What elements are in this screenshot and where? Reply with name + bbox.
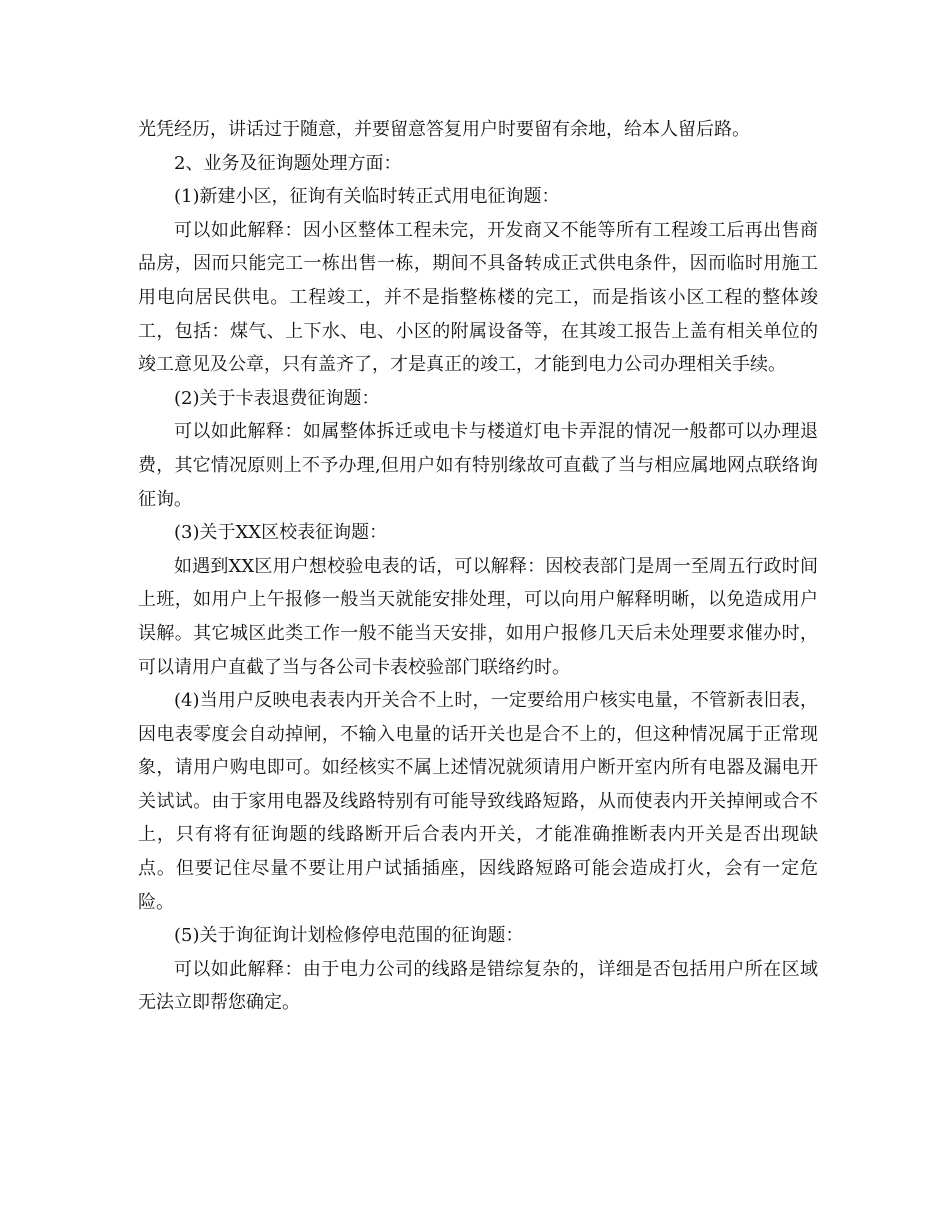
- item-heading-2: (2)关于卡表退费征询题：: [174, 387, 380, 409]
- item-4: (4)当用户反映电表表内开关合不上时，一定要给用户核实电量，不管新表旧表，因电表零度会自动掉闸，不输入电量的话开关也是合不上的，但这种情况属于正常现象，请用户购电即可。如经核实不属上述情况就须请用户断开室内所有电器及漏电开关试试。由于家用电器及线路特别有可能导致线路短路，从而使表内开关掉闸或合不上，只有将有征询题的线路断开后合表内开关，才能准确推断表内开关是否出现缺点。但要记住尽量不要让用户试插插座，因线路短路可能会造成打火，会有一定危险。: [138, 690, 818, 913]
- item-body-5: 可以如此解释：由于电力公司的线路是错综复杂的，详细是否包括用户所在区域无法立即帮您确定。: [138, 958, 818, 1014]
- paragraph-continuation: 光凭经历，讲话过于随意，并要留意答复用户时要留有余地，给本人留后路。: [138, 119, 750, 140]
- item-heading-1: (1)新建小区，征询有关临时转正式用电征询题：: [174, 186, 560, 208]
- item-heading-5: (5)关于询征询计划检修停电范围的征询题：: [174, 925, 524, 947]
- item-body-3: 如遇到XX区用户想校验电表的话，可以解释：因校表部门是周一至周五行政时间上班，如用户上午报修一般当天就能安排处理，可以向用户解释明晰，以免造成用户误解。其它城区此类工作一般不能当天安排，如用户报修几天后未处理要求催办时，可以请用户直截了当与各公司卡表校验部门联络约时。: [138, 555, 818, 678]
- item-heading-3: (3)关于XX区校表征询题：: [174, 522, 388, 544]
- document-body: [138, 113, 818, 1020]
- section-heading-business: 2、业务及征询题处理方面：: [174, 152, 402, 174]
- item-body-1: 可以如此解释：因小区整体工程未完，开发商又不能等所有工程竣工后再出售商品房，因而只能完工一栋出售一栋，期间不具备转成正式供电条件，因而临时用施工用电向居民供电。工程竣工，并不是指整栋楼的完工，而是指该小区工程的整体竣工，包括：煤气、上下水、电、小区的附属设备等，在其竣工报告上盖有相关单位的竣工意见及公章，只有盖齐了，才是真正的竣工，才能到电力公司办理相关手续。: [138, 219, 818, 376]
- item-body-2: 可以如此解释：如属整体拆迁或电卡与楼道灯电卡弄混的情况一般都可以办理退费，其它情况原则上不予办理,但用户如有特别缘故可直截了当与相应属地网点联络询征询。: [138, 421, 818, 510]
